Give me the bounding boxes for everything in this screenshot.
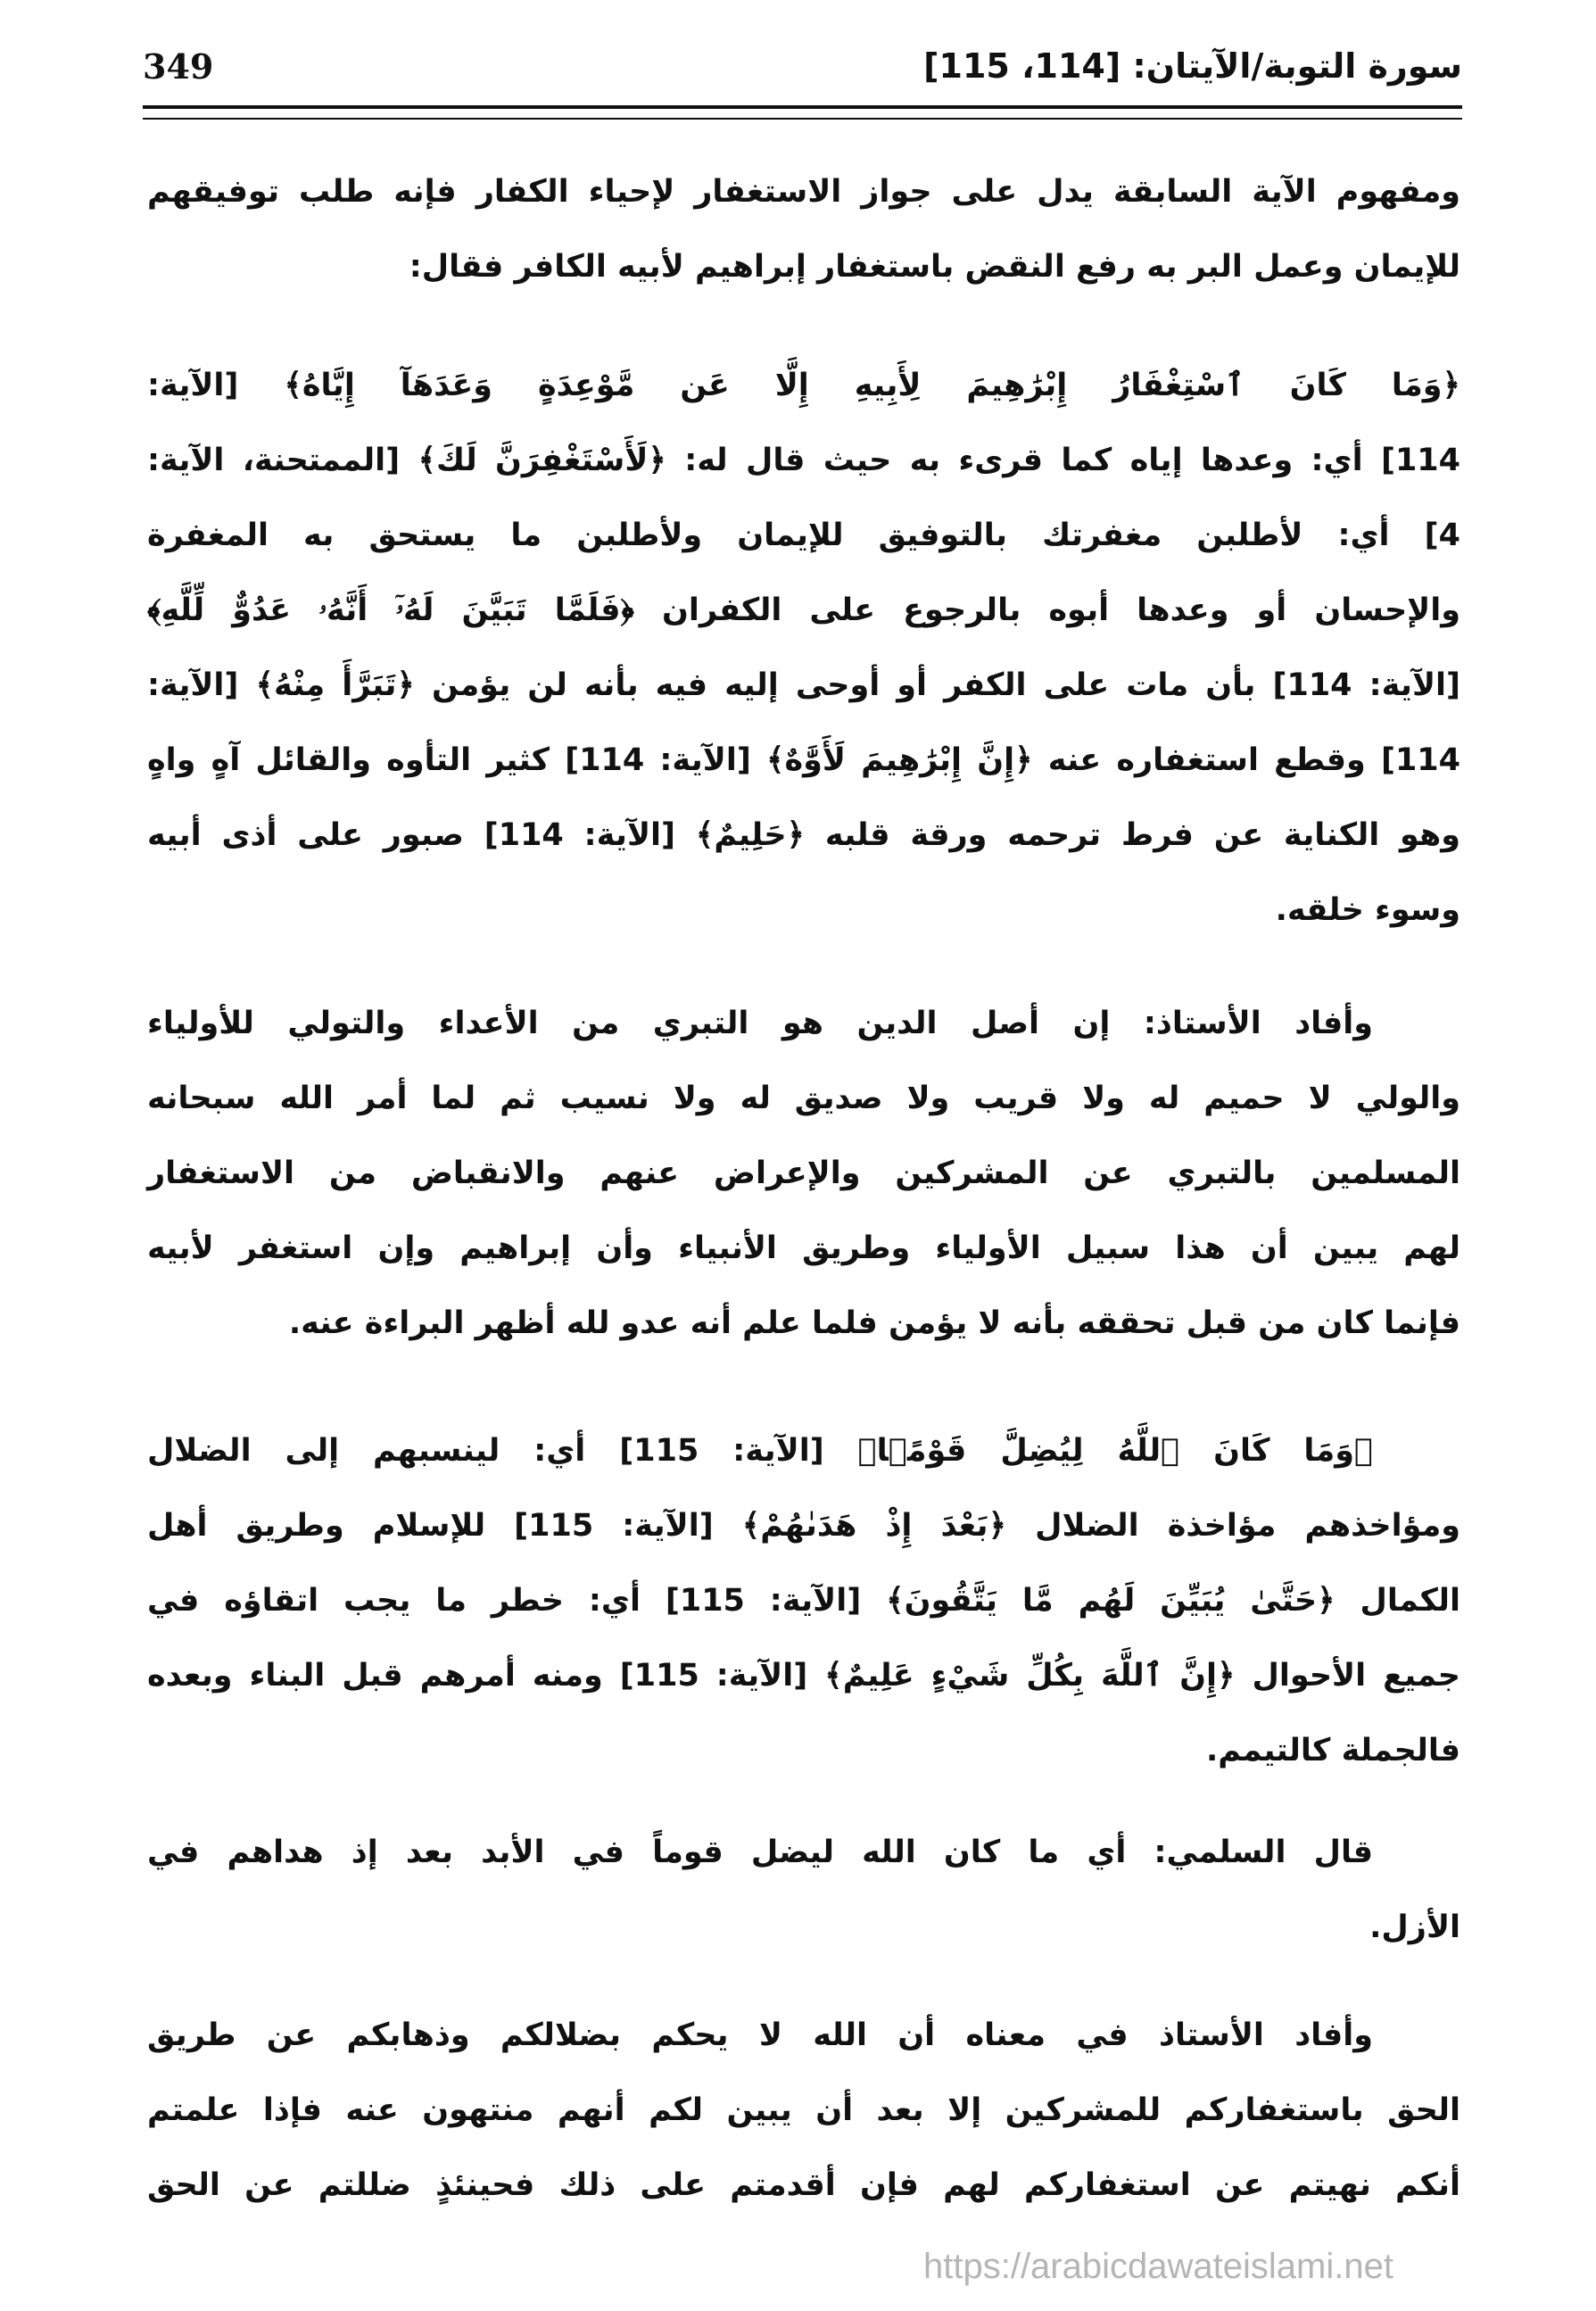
- text-line: وأفاد الأستاذ في معناه أن الله لا يحكم بضلالكم وذهابكم عن طريق: [147, 2017, 1373, 2053]
- paragraph: [147, 348, 1460, 948]
- header-rule: [143, 105, 1462, 120]
- text-line: للإيمان وعمل البر به رفع النقض باستغفار إبراهيم لأبيه الكافر فقال:: [409, 249, 1460, 285]
- text-line: وهو الكناية عن فرط ترحمه ورقة قلبه ﴿حَلِيمٌ﴾ [الآية: 114] صبور على أذى أبيه: [147, 817, 1460, 853]
- text-line: [الآية: 114] بأن مات على الكفر أو أوحى إليه فيه بأنه لن يؤمن ﴿تَبَرَّأَ مِنْهُ﴾ [الآية:: [147, 667, 1460, 703]
- text-line: أنكم نهيتم عن استغفاركم لهم فإن أقدمتم على ذلك فحينئذٍ ضللتم عن الحق: [147, 2167, 1460, 2203]
- text-line: ومفهوم الآية السابقة يدل على جواز الاستغفار لإحياء الكفار فإنه طلب توفيقهم: [147, 174, 1460, 210]
- text-line: الكمال ﴿حَتَّىٰ يُبَيِّنَ لَهُم مَّا يَتَّقُونَ﴾ [الآية: 115] أي: خطر ما يجب اتقاؤه في: [147, 1583, 1460, 1619]
- text-line: وسوء خلقه.: [1275, 892, 1460, 928]
- text-line: قال السلمي: أي ما كان الله ليضل قوماً في الأبد بعد إذ هداهم في: [147, 1835, 1373, 1870]
- text-line: 114] وقطع استغفاره عنه ﴿إِنَّ إِبْرَٰهِيمَ لَأَوَّٰهٌ﴾ [الآية: 114] كثير التأوه والقائل آهٍ واهٍ: [147, 742, 1461, 778]
- paragraph: [147, 986, 1460, 1361]
- text-line: جميع الأحوال ﴿إِنَّ ٱللَّهَ بِكُلِّ شَيْءٍ عَلِيمٌ﴾ [الآية: 115] ومنه أمرهم قبل البناء وبعده: [147, 1658, 1460, 1694]
- text-line: 4] أي: لأطلبن مغفرتك بالتوفيق للإيمان ولأطلبن ما يستحق به المغفرة: [147, 518, 1460, 553]
- page-number: 349: [143, 46, 214, 87]
- text-line: وأفاد الأستاذ: إن أصل الدين هو التبري من الأعداء والتولي للأولياء: [147, 1006, 1373, 1041]
- watermark-url: https://arabicdawateislami.net: [923, 2247, 1393, 2286]
- text-line: ومؤاخذهم مؤاخذة الضلال ﴿بَعْدَ إِذْ هَدَىٰهُمْ﴾ [الآية: 115] للإسلام وطريق أهل: [147, 1508, 1460, 1544]
- paragraph: [147, 1815, 1460, 1965]
- text-line: لهم يبين أن هذا سبيل الأولياء وطريق الأنبياء وأن إبراهيم وإن استغفر لأبيه: [147, 1230, 1460, 1266]
- text-line: فالجملة كالتيمم.: [1205, 1733, 1460, 1768]
- paragraph: [147, 1413, 1460, 1788]
- text-line: ﴿وَمَا كَانَ ٱللَّهُ لِيُضِلَّ قَوْمًۢا﴾ [الآية: 115] أي: لينسبهم إلى الضلال: [147, 1433, 1373, 1469]
- text-line: والإحسان أو وعدها أبوه بالرجوع على الكفران ﴿فَلَمَّا تَبَيَّنَ لَهُۥٓ أَنَّهُۥ عَدُوٌّ لِّلَّهِ﴾: [147, 592, 1460, 628]
- text-line: المسلمين بالتبري عن المشركين والإعراض عنهم والانقباض من الاستغفار: [147, 1156, 1460, 1191]
- text-line: فإنما كان من قبل تحققه بأنه لا يؤمن فلما علم أنه عدو لله أظهر البراءة عنه.: [288, 1305, 1460, 1341]
- chapter-title: سورة التوبة/الآيتان: [114، 115]: [923, 46, 1462, 86]
- text-line: ﴿وَمَا كَانَ ٱسْتِغْفَارُ إِبْرَٰهِيمَ لِأَبِيهِ إِلَّا عَن مَّوْعِدَةٍ وَعَدَهَآ إِيَّاهُ﴾ [الآية:: [147, 368, 1460, 403]
- paragraph: [147, 1998, 1460, 2223]
- paragraph: [147, 154, 1460, 304]
- text-line: والولي لا حميم له ولا قريب ولا صديق له ولا نسيب ثم لما أمر الله سبحانه: [147, 1081, 1460, 1116]
- running-header: [143, 46, 1462, 100]
- text-line: 114] أي: وعدها إياه كما قرىء به حيث قال له: ﴿لَأَسْتَغْفِرَنَّ لَكَ﴾ [الممتحنة، الآية:: [147, 443, 1460, 478]
- text-line: الأزل.: [1369, 1909, 1460, 1945]
- text-line: الحق باستغفاركم للمشركين إلا بعد أن يبين لكم أنهم منتهون عنه فإذا علمتم: [147, 2092, 1460, 2128]
